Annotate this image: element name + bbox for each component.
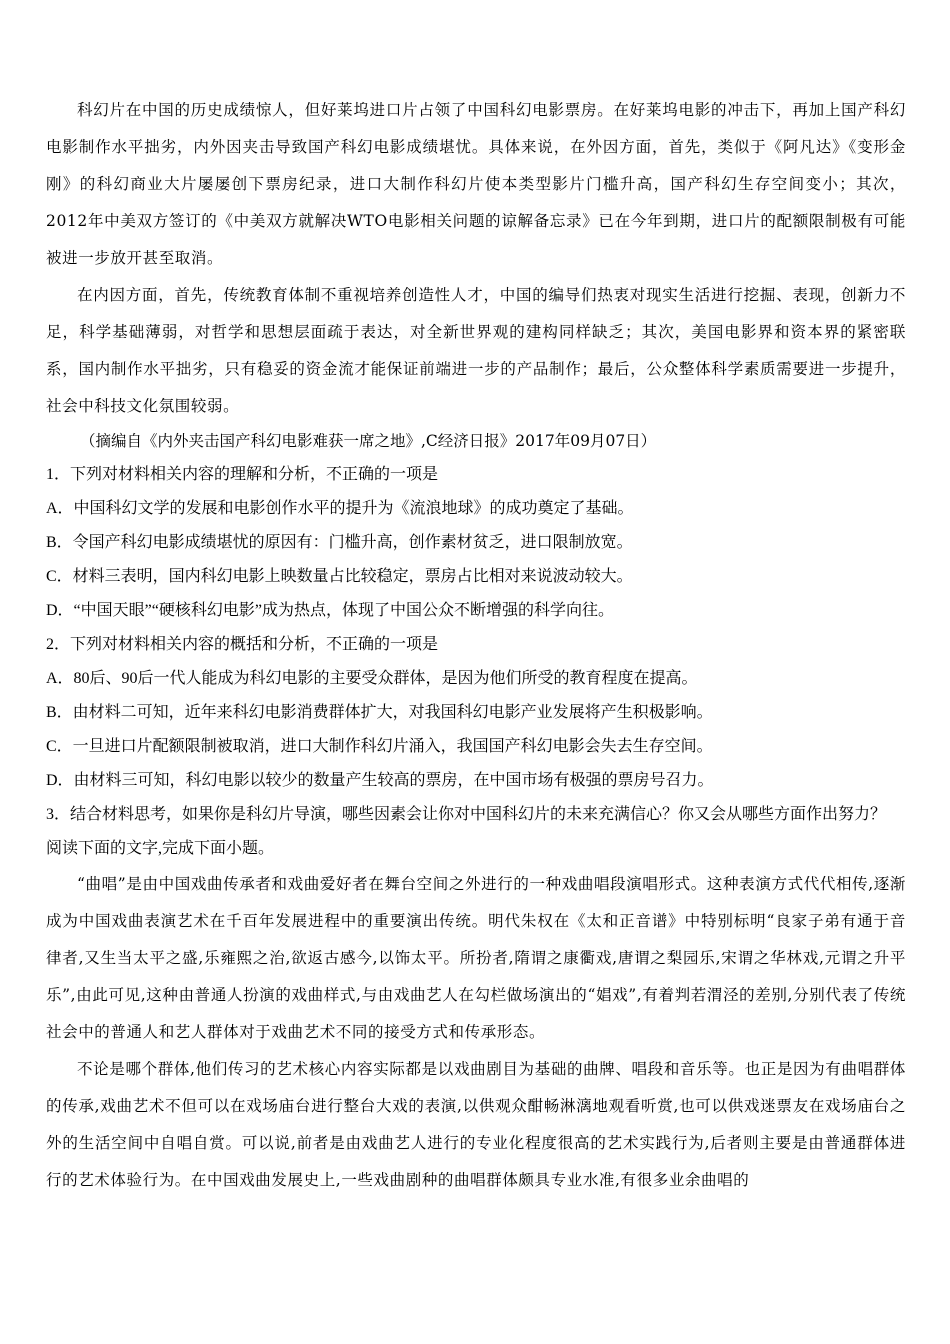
- passage2-paragraph-2: 不论是哪个群体,他们传习的艺术核心内容实际都是以戏曲剧目为基础的曲牌、唱段和音乐等。也正是因为有曲唱群体的传承,戏曲艺术不但可以在戏场庙台进行整台大戏的表演,以供观众酣畅淋漓地观看听赏,也可以供戏迷票友在戏场庙台之外的生活空间中自唱自赏。可以说,前者是由戏曲艺人进行的专业化程度很高的艺术实践行为,后者则主要是由普通群体进行的艺术体验行为。在中国戏曲发展史上,一些戏曲剧种的曲唱群体颇具专业水准,有很多业余曲唱的: [46, 1060, 906, 1189]
- passage2-paragraph-1: “曲唱”是由中国戏曲传承者和戏曲爱好者在舞台空间之外进行的一种戏曲唱段演唱形式。这种表演方式代代相传,逐渐成为中国戏曲表演艺术在千百年发展进程中的重要演出传统。明代朱权在《太和正音谱》中特别标明“良家子弟有通于音律者,又生当太平之盛,乐雍熙之治,欲返古感今,以饰太平。所扮者,隋谓之康衢戏,唐谓之梨园乐,宋谓之华林戏,元谓之升平乐”,由此可见,这种由普通人扮演的戏曲样式,与由戏曲艺人在勾栏做场演出的“娼戏”,有着判若渭泾的差别,分别代表了传统社会中的普通人和艺人群体对于戏曲艺术不同的接受方式和传承形态。: [46, 875, 906, 1041]
- question-1-option-c: C．材料三表明，国内科幻电影上映数量占比较稳定，票房占比相对来说波动较大。: [46, 568, 633, 585]
- question-1-option-b: B．令国产科幻电影成绩堪忧的原因有：门槛升高，创作素材贫乏，进口限制放宽。: [46, 534, 633, 551]
- question-2-option-a: A．80后、90后一代人能成为科幻电影的主要受众群体，是因为他们所受的教育程度在提高。: [46, 670, 698, 687]
- passage1-paragraph-1: 科幻片在中国的历史成绩惊人，但好莱坞进口片占领了中国科幻电影票房。在好莱坞电影的冲击下，再加上国产科幻电影制作水平拙劣，内外因夹击导致国产科幻电影成绩堪忧。具体来说，在外因方面，首先，类似于《阿凡达》《变形金刚》的科幻商业大片屡屡创下票房纪录，进口大制作科幻片使本类型影片门槛升高，国产科幻生存空间变小；其次，2012年中美双方签订的《中美双方就解决WTO电影相关问题的谅解备忘录》已在今年到期，进口片的配额限制极有可能被进一步放开甚至取消。: [46, 101, 906, 267]
- question-1-option-a: A．中国科幻文学的发展和电影创作水平的提升为《流浪地球》的成功奠定了基础。: [46, 500, 634, 517]
- question-2-stem: 2．下列对材料相关内容的概括和分析，不正确的一项是: [46, 636, 439, 653]
- question-1-stem: 1．下列对材料相关内容的理解和分析，不正确的一项是: [46, 466, 439, 483]
- question-2-option-b: B．由材料二可知，近年来科幻电影消费群体扩大，对我国科幻电影产业发展将产生积极影响。: [46, 704, 713, 721]
- document-page: [46, 92, 906, 1199]
- passage2-instruction: 阅读下面的文字,完成下面小题。: [46, 840, 275, 857]
- question-3: 3．结合材料思考，如果你是科幻片导演，哪些因素会让你对中国科幻片的未来充满信心？你又会从哪些方面作出努力？: [46, 806, 887, 823]
- question-2-option-c: C．一旦进口片配额限制被取消，进口大制作科幻片涌入，我国国产科幻电影会失去生存空间。: [46, 738, 713, 755]
- question-1-option-d: D．“中国天眼”“硬核科幻电影”成为热点，体现了中国公众不断增强的科学向往。: [46, 602, 614, 619]
- passage1-paragraph-2: 在内因方面，首先，传统教育体制不重视培养创造性人才，中国的编导们热衷对现实生活进行挖掘、表现，创新力不足，科学基础薄弱，对哲学和思想层面疏于表达，对全新世界观的建构同样缺乏；其次，美国电影界和资本界的紧密联系，国内制作水平拙劣，只有稳妥的资金流才能保证前端进一步的产品制作；最后，公众整体科学素质需要进一步提升，社会中科技文化氛围较弱。: [46, 286, 906, 415]
- question-2-option-d: D．由材料三可知，科幻电影以较少的数量产生较高的票房，在中国市场有极强的票房号召力。: [46, 772, 714, 789]
- passage1-source: （摘编自《内外夹击国产科幻电影难获一席之地》,C经济日报》2017年09月07日）: [80, 432, 657, 450]
